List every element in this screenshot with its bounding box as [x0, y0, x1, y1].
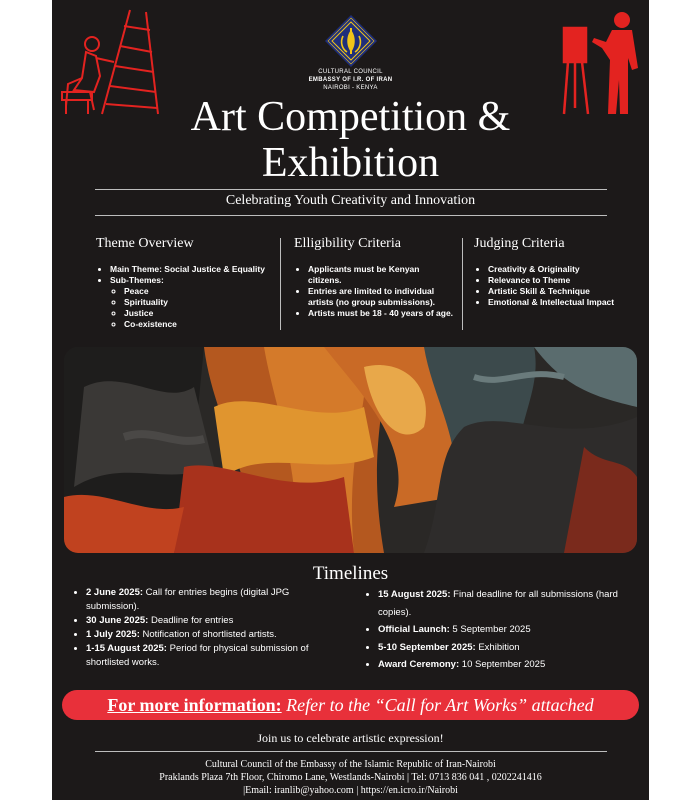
eligibility-heading: Elligibility Criteria — [294, 236, 401, 251]
poster — [52, 0, 649, 800]
timeline-text: Exhibition — [475, 641, 520, 653]
column-divider — [462, 238, 463, 330]
timeline-item — [378, 586, 618, 621]
subtitle: Celebrating Youth Creativity and Innovation — [225, 193, 476, 208]
judging-item: • Emotional & Intellectual Impact — [488, 297, 634, 308]
timeline-date: 1 July 2025: — [86, 629, 140, 640]
council-name-line3: NAIROBI - KENYA — [323, 85, 378, 91]
timeline-date: 15 August 2025: — [378, 589, 451, 600]
more-info-label: For more information: — [107, 695, 282, 715]
abstract-paint-image — [64, 347, 637, 553]
timeline-item — [86, 628, 318, 642]
timeline-text: Period for physical submission of shortlisted works. — [86, 643, 309, 668]
timeline-text: 10 September 2025 — [459, 659, 546, 670]
sub-theme-item: ◦ Peace — [124, 286, 266, 297]
judging-item: • Artistic Skill & Technique — [488, 286, 634, 297]
timeline-text: Deadline for entries — [148, 615, 234, 626]
sub-theme-item: ◦ Co-existence — [124, 319, 266, 330]
eligibility-section — [294, 236, 454, 319]
theme-overview-heading: Theme Overview — [96, 236, 194, 251]
join-message: Join us to celebrate artistic expression! — [257, 731, 444, 745]
title-line1: Art Competition & — [190, 94, 511, 140]
footer-contacts: |Email: iranlib@yahoo.com | https://en.icro.ir/Nairobi — [243, 785, 458, 796]
timeline-item — [86, 586, 318, 614]
more-info-banner — [62, 690, 639, 720]
embassy-emblem-logo — [324, 14, 378, 68]
call-for-art-works-text: Refer to the “Call for Art Works” attached — [286, 695, 594, 715]
footer-address: Praklands Plaza 7th Floor, Chiromo Lane, Westlands-Nairobi | Tel: 0713 836 041 , 0202241416 — [159, 772, 542, 783]
judging-heading: Judging Criteria — [474, 236, 565, 251]
timeline-item — [378, 639, 618, 657]
eligibility-item: • Artists must be 18 - 40 years of age. — [308, 308, 454, 319]
timeline-date: 1-15 August 2025: — [86, 643, 167, 654]
timeline-date: 30 June 2025: — [86, 615, 149, 626]
footer-organisation: Cultural Council of the Embassy of the Islamic Republic of Iran-Nairobi — [205, 759, 496, 770]
column-divider — [280, 238, 281, 330]
timeline-item — [378, 656, 618, 674]
timeline-text: 5 September 2025 — [449, 624, 531, 635]
timeline-list-right — [364, 586, 618, 674]
council-name-line1: CULTURAL COUNCIL — [318, 69, 383, 75]
theme-overview-section — [96, 236, 266, 330]
timeline-date: Official Launch: — [378, 624, 450, 635]
timeline-item — [86, 614, 318, 628]
sub-themes-label: Sub-Themes: — [110, 275, 164, 285]
sub-theme-item: ◦ Justice — [124, 308, 266, 319]
footer-divider — [95, 751, 607, 752]
timelines-heading: Timelines — [312, 563, 389, 584]
timeline-text: Call for entries begins (digital JPG submission). — [86, 587, 290, 612]
judging-item: • Creativity & Originality — [488, 264, 634, 275]
timeline-date: 5-10 September 2025: — [378, 641, 476, 653]
timeline-item — [378, 621, 618, 639]
divider-bottom — [95, 215, 607, 216]
main-theme-item: • Main Theme: Social Justice & Equality — [110, 264, 266, 275]
timeline-date: 2 June 2025: — [86, 587, 144, 598]
timeline-date: Award Ceremony: — [378, 659, 460, 670]
sub-themes-item — [110, 275, 266, 330]
judging-item: • Relevance to Theme — [488, 275, 634, 286]
title-line2: Exhibition — [261, 140, 440, 186]
timeline-text: Notification of shortlisted artists. — [139, 629, 277, 640]
eligibility-item: • Applicants must be Kenyan citizens. — [308, 264, 454, 286]
sub-theme-item: ◦ Spirituality — [124, 297, 266, 308]
eligibility-item: • Entries are limited to individual artists (no group submissions). — [308, 286, 454, 308]
timeline-list-left — [72, 586, 318, 670]
judging-section — [474, 236, 634, 308]
timeline-item — [86, 642, 318, 670]
divider-top — [95, 189, 607, 190]
council-name-line2: EMBASSY OF I.R. OF IRAN — [308, 77, 393, 83]
timeline-text: Final deadline for all submissions (hard copies). — [378, 589, 618, 618]
